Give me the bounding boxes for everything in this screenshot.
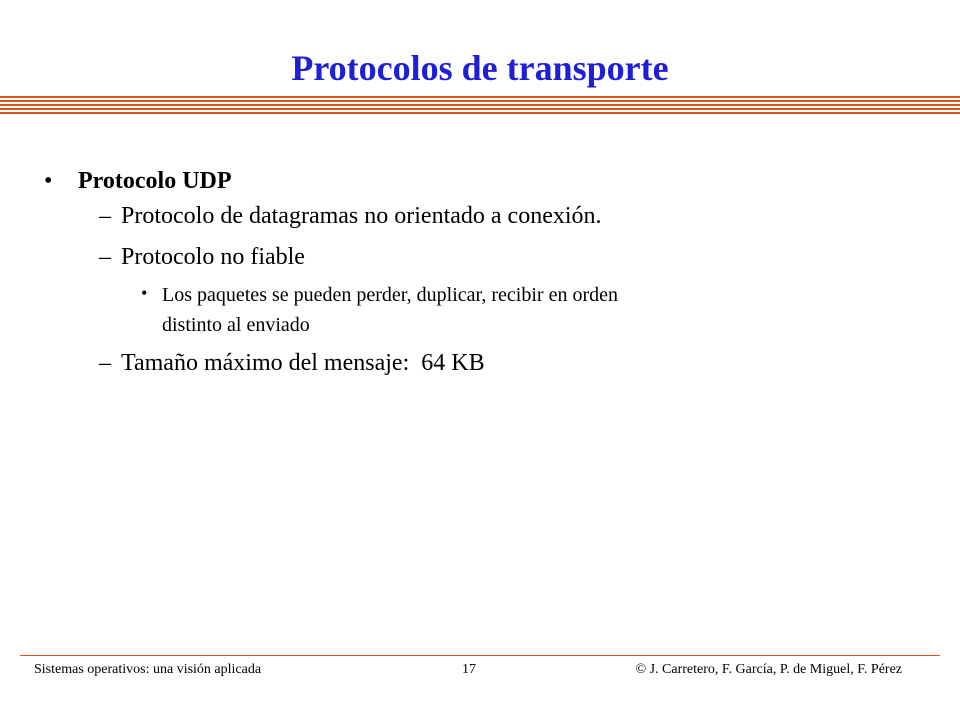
footer-course: Sistemas operativos: una visión aplicada (34, 662, 262, 677)
item-datagram: Protocolo de datagramas no orientado a conexión. (121, 203, 602, 229)
sub-bullet-marker: • (141, 283, 148, 303)
heading-udp: Protocolo UDP (78, 168, 232, 194)
dash-marker: – (99, 350, 111, 376)
slide-title: Protocolos de transporte (291, 48, 669, 88)
dash-marker: – (99, 244, 111, 270)
footer-divider (20, 655, 940, 656)
bullet-marker: • (44, 168, 53, 194)
subitem-line-1: Los paquetes se pueden perder, duplicar, recibir en orden (162, 284, 618, 306)
dash-marker: – (99, 203, 111, 229)
footer-copyright: © J. Carretero, F. García, P. de Miguel, F. Pérez (635, 662, 902, 677)
item-max-size: Tamaño máximo del mensaje: 64 KB (121, 350, 485, 376)
footer-page-number: 17 (462, 662, 476, 677)
item-unreliable: Protocolo no fiable (121, 244, 305, 270)
title-underline (0, 96, 960, 114)
subitem-line-2: distinto al enviado (162, 314, 310, 336)
